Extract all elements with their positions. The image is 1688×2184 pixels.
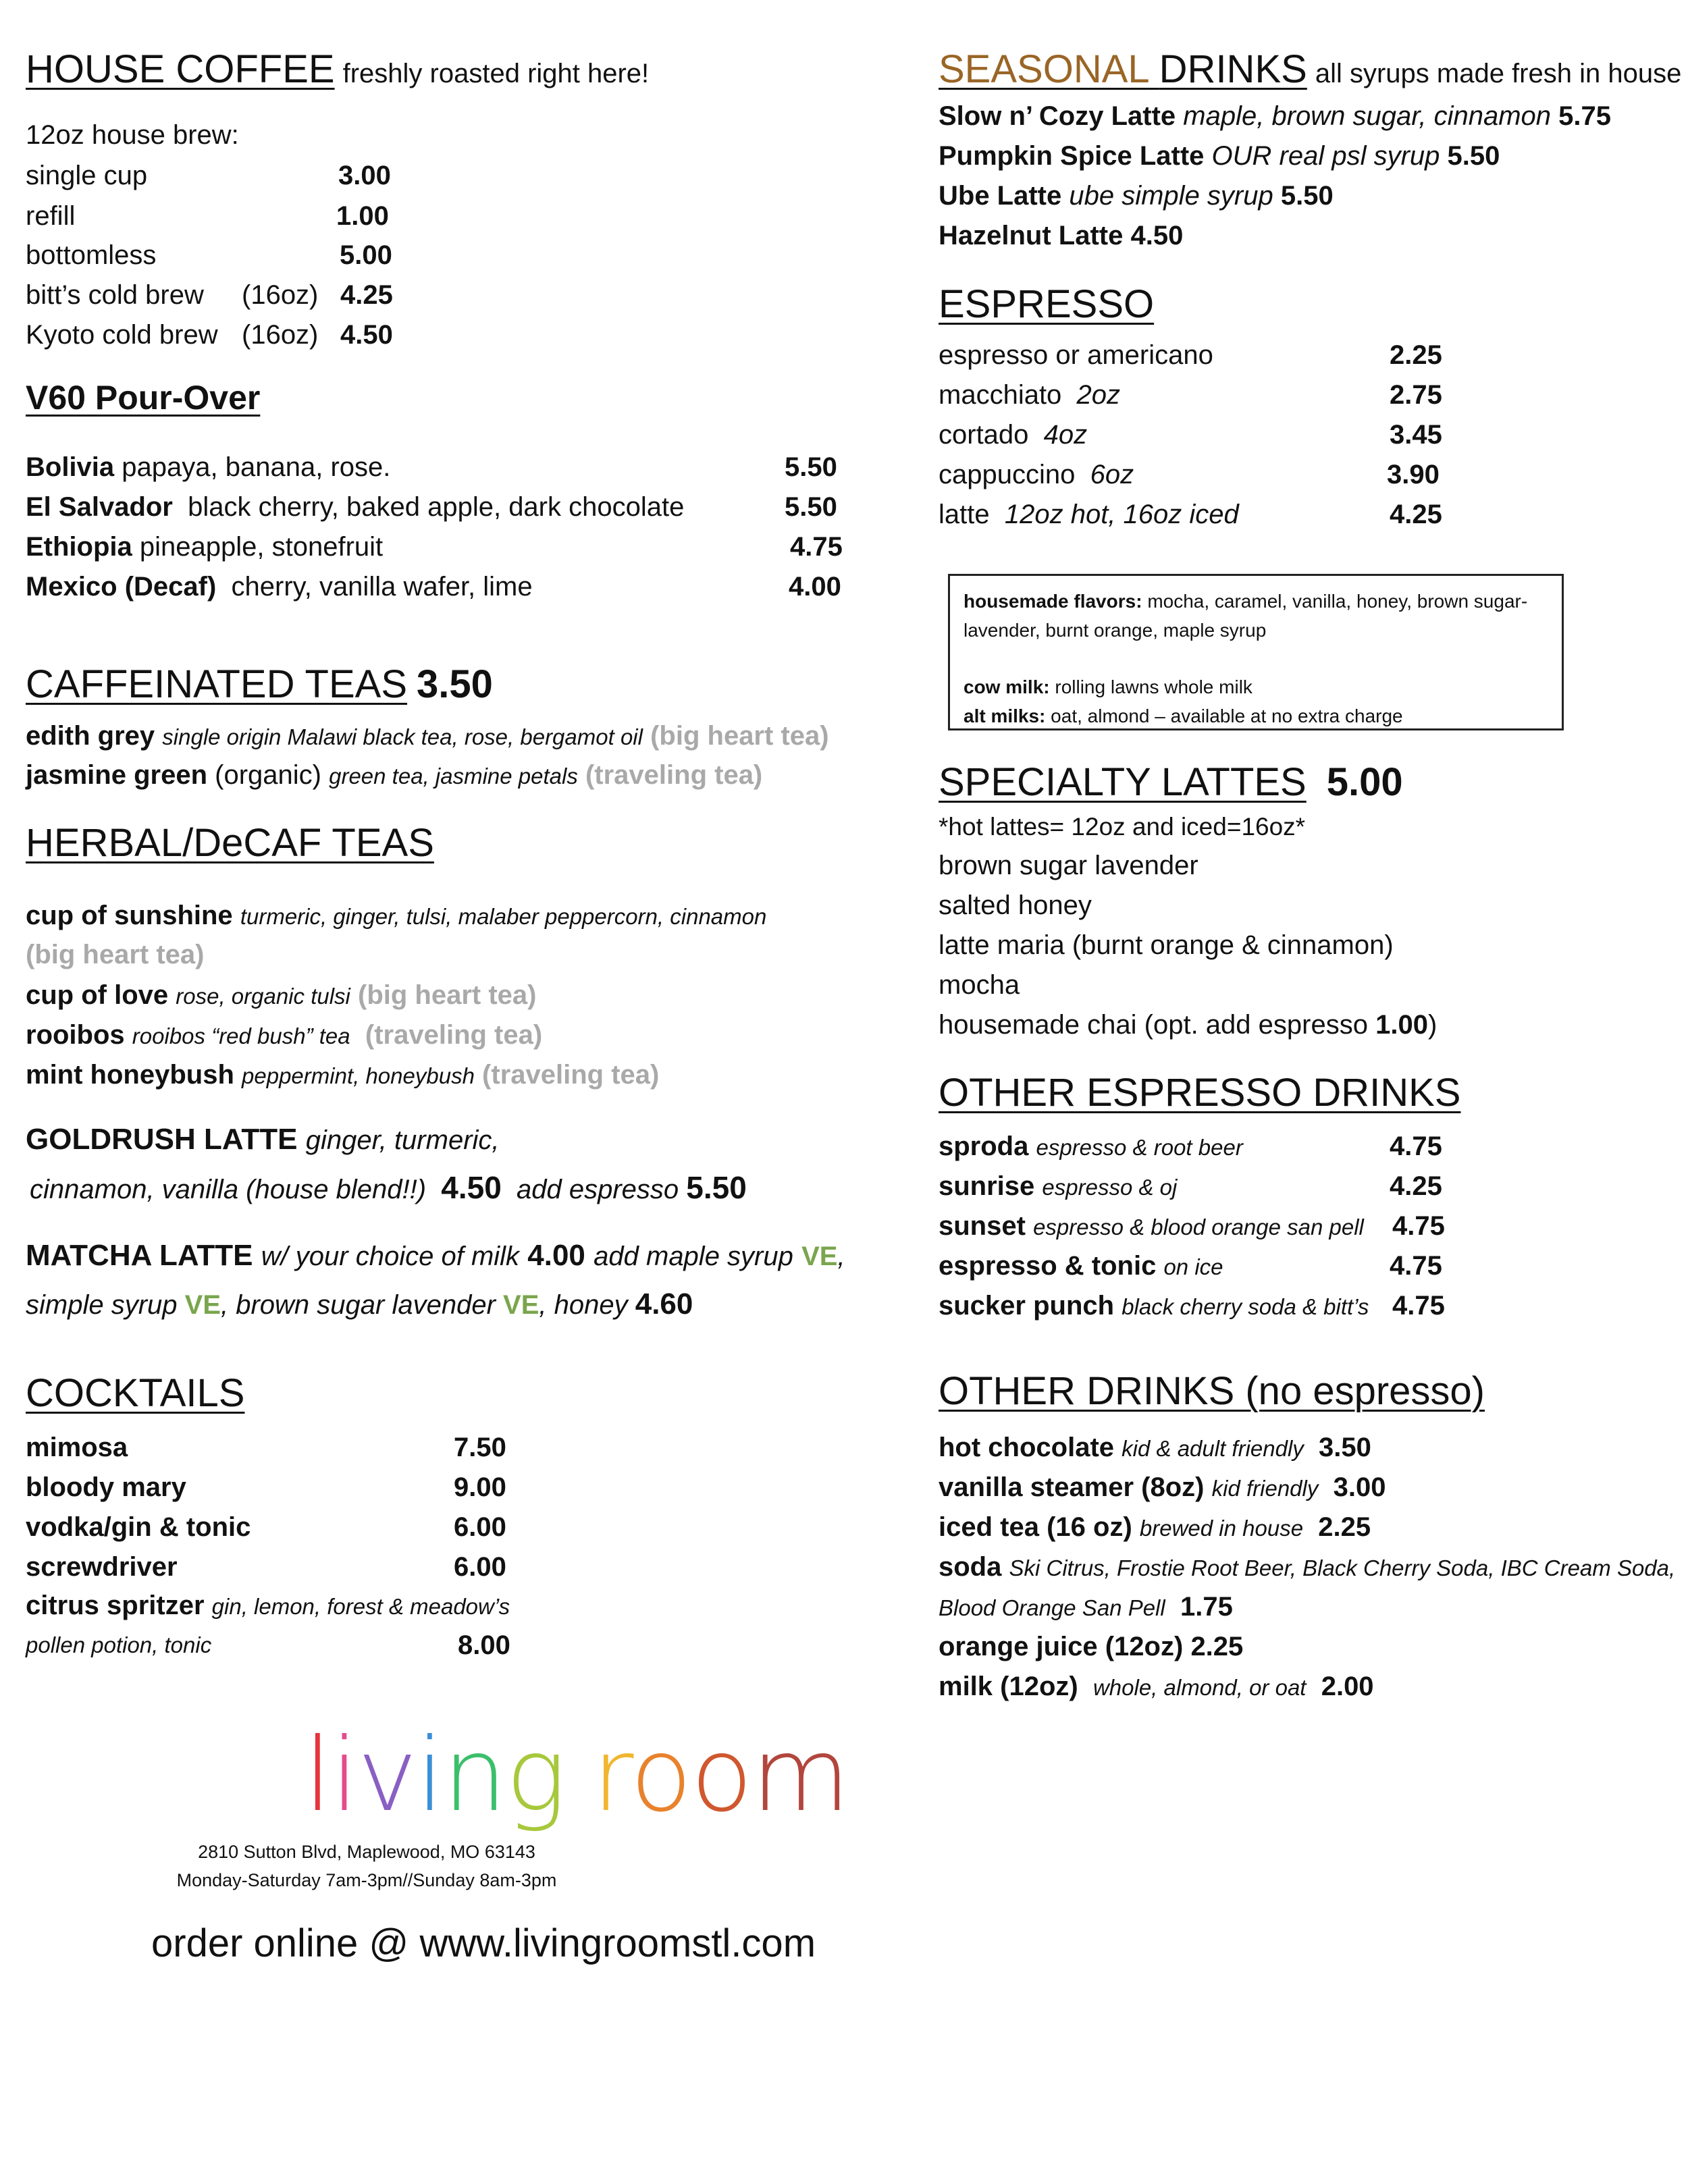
- item-price: 3.00: [1333, 1472, 1386, 1502]
- goldrush-latte-line2: [30, 1172, 747, 1203]
- cow-milk-label: cow milk:: [964, 676, 1050, 697]
- flavors-line: [964, 587, 1548, 645]
- item-name: MATCHA LATTE: [26, 1239, 253, 1272]
- paren-close: ): [1427, 1010, 1438, 1040]
- item-price: 2.25: [1190, 1632, 1244, 1661]
- item-price: 3.50: [1319, 1433, 1371, 1462]
- seasonal-section: [939, 47, 1682, 91]
- addon-price: 5.50: [686, 1170, 747, 1205]
- item-price: 2.25: [1318, 1512, 1371, 1542]
- item-size: 4oz: [1043, 420, 1088, 450]
- section-title: DRINKS: [1159, 47, 1307, 91]
- order-online: [151, 1921, 816, 1965]
- vegan-badge: VE: [801, 1242, 838, 1271]
- item-size: 2oz: [1076, 380, 1121, 410]
- tea-item: [26, 1061, 659, 1088]
- item-price: 4.50: [340, 320, 393, 350]
- item-name: rooibos: [26, 1020, 125, 1050]
- specialty-item: latte maria (burnt orange & cinnamon): [939, 930, 1394, 960]
- item-desc: Ski Citrus, Frostie Root Beer, Black Cherry Soda, IBC Cream Soda,: [1009, 1555, 1676, 1580]
- drink-item: [939, 1514, 1371, 1541]
- item-desc: papaya, banana, rose.: [122, 452, 391, 482]
- item-name: jasmine green: [26, 760, 208, 790]
- logo-word-living: [304, 1717, 565, 1834]
- other-drinks-heading: OTHER DRINKS (no espresso): [939, 1369, 1485, 1413]
- item-size: 6oz: [1090, 460, 1134, 489]
- espresso-drink-item: [939, 1213, 1364, 1240]
- specialty-item: brown sugar lavender: [939, 851, 1198, 880]
- item-desc: espresso & oj: [1042, 1175, 1178, 1200]
- section-subtitle: freshly roasted right here!: [342, 59, 650, 88]
- espresso-section: [939, 282, 1155, 326]
- section-title-accent: SEASONAL: [939, 47, 1149, 91]
- item-name: Ube Latte: [939, 181, 1062, 211]
- hours: Monday-Saturday 7am-3pm//Sunday 8am-3pm: [176, 1870, 557, 1890]
- section-subtitle: all syrups made fresh in house: [1315, 59, 1682, 88]
- addon-price: 4.60: [635, 1287, 693, 1321]
- herbal-teas-heading: HERBAL/DeCAF TEAS: [26, 821, 434, 865]
- espresso-item: [939, 421, 1087, 448]
- item-desc: black cherry, baked apple, dark chocolate: [188, 492, 685, 522]
- logo-letter: g: [505, 1717, 565, 1834]
- house-brew-intro: 12oz house brew:: [26, 120, 239, 150]
- item-price: 6.00: [454, 1512, 506, 1542]
- cocktails-section: [26, 1371, 245, 1415]
- item-name: cappuccino: [939, 460, 1076, 489]
- item-name: Bolivia: [26, 452, 115, 482]
- tea-item: [26, 902, 766, 929]
- item-price: 4.75: [1392, 1291, 1445, 1321]
- item-desc: rooibos “red bush” tea: [132, 1023, 350, 1048]
- section-title: CAFFEINATED TEAS: [26, 662, 408, 706]
- flavors-list: mocha, caramel, vanilla, honey, brown sugar-lavender, burnt orange, maple syrup: [964, 591, 1528, 641]
- item-desc: single origin Malawi black tea, rose, bergamot oil: [162, 724, 643, 749]
- item-name: Slow n’ Cozy Latte: [939, 101, 1176, 131]
- espresso-drink-item: [939, 1292, 1369, 1319]
- item-name: hot chocolate: [939, 1433, 1115, 1462]
- item-price: 2.75: [1390, 380, 1442, 410]
- tea-item: [26, 982, 537, 1009]
- logo-letter: r: [591, 1717, 631, 1834]
- item-desc: espresso & root beer: [1036, 1135, 1243, 1160]
- menu-item: [26, 321, 218, 348]
- item-name: espresso & tonic: [939, 1251, 1157, 1281]
- caffeinated-teas-heading: [26, 662, 493, 706]
- item-name: citrus spritzer: [26, 1591, 205, 1620]
- tea-item: [26, 722, 829, 749]
- item-price: 4.75: [1390, 1251, 1442, 1281]
- specialty-lattes-section: [939, 760, 1403, 804]
- menu-item: [26, 162, 147, 189]
- espresso-heading: ESPRESSO: [939, 282, 1155, 326]
- seasonal-item: [939, 103, 1611, 130]
- tea-brand: (traveling tea): [365, 1020, 543, 1050]
- item-price: 4.25: [340, 280, 393, 310]
- item-price: 4.75: [790, 532, 843, 562]
- logo-letter: l: [304, 1717, 331, 1834]
- specialty-item-chai: [939, 1011, 1437, 1038]
- tea-brand: (traveling tea): [585, 760, 763, 790]
- item-price: 4.25: [1390, 1171, 1442, 1201]
- espresso-item: [939, 381, 1120, 408]
- house-coffee-section: [26, 47, 650, 91]
- matcha-latte-line2: simple syrup VE, brown sugar lavender VE, honey 4.60: [26, 1287, 693, 1321]
- menu-item: [26, 242, 156, 269]
- espresso-item: [939, 461, 1134, 488]
- item-name: housemade chai (opt. add espresso: [939, 1010, 1368, 1040]
- item-name: milk (12oz): [939, 1672, 1078, 1701]
- addon-label: brown sugar lavender: [236, 1290, 496, 1320]
- tea-item: [26, 1021, 542, 1048]
- logo-letter: m: [751, 1717, 849, 1834]
- order-prefix: order online @: [151, 1921, 409, 1965]
- logo-letter: i: [416, 1717, 443, 1834]
- menu-item: [26, 282, 204, 309]
- item-desc: Blood Orange San Pell: [939, 1595, 1165, 1620]
- flavors-label: housemade flavors:: [964, 591, 1142, 612]
- drink-item: [939, 1673, 1374, 1700]
- specialty-item: mocha: [939, 970, 1020, 1000]
- cow-milk-line: [964, 672, 1548, 701]
- item-name: refill: [26, 201, 76, 231]
- logo-word-room: [592, 1717, 849, 1834]
- vegan-badge: VE: [184, 1290, 221, 1320]
- seasonal-item: [939, 142, 1500, 169]
- item-desc: turmeric, ginger, tulsi, malaber peppercorn, cinnamon: [240, 904, 767, 929]
- item-name: iced tea (16 oz): [939, 1512, 1132, 1542]
- item-name: espresso or americano: [939, 340, 1213, 370]
- espresso-drink-item: [939, 1133, 1243, 1160]
- item-name: GOLDRUSH LATTE: [26, 1123, 298, 1156]
- item-name: Ethiopia: [26, 532, 132, 562]
- item-name: vanilla steamer (8oz): [939, 1472, 1205, 1502]
- item-price: 4.25: [1390, 500, 1442, 529]
- drink-item: [939, 1434, 1371, 1461]
- item-name: cortado: [939, 420, 1029, 450]
- item-price: 4.00: [789, 572, 841, 602]
- menu-item: [26, 203, 75, 230]
- item-name: sucker punch: [939, 1291, 1115, 1321]
- item-size: (16oz): [242, 280, 319, 310]
- pour-over-heading: V60 Pour-Over: [26, 379, 261, 417]
- item-desc: gin, lemon, forest & meadow’s: [211, 1594, 510, 1619]
- flavors-milk-info-box: [948, 574, 1564, 730]
- menu-item: [26, 533, 383, 560]
- seasonal-item: [939, 182, 1334, 209]
- item-price: 5.50: [1280, 181, 1334, 211]
- section-price: 5.00: [1326, 760, 1403, 804]
- tea-brand: (big heart tea): [650, 721, 829, 751]
- item-size: 12oz hot, 16oz iced: [1004, 500, 1239, 529]
- order-url-link[interactable]: www.livingroomstl.com: [419, 1921, 816, 1965]
- logo-letter: o: [630, 1717, 691, 1834]
- item-price: 5.50: [785, 452, 837, 482]
- item-name: Kyoto cold brew: [26, 320, 218, 350]
- item-price: 5.75: [1558, 101, 1612, 131]
- item-desc: black cherry soda & bitt’s: [1122, 1294, 1369, 1319]
- specialty-lattes-heading: [939, 760, 1403, 804]
- drink-item: [939, 1633, 1243, 1660]
- item-name: sunset: [939, 1211, 1026, 1241]
- item-name: macchiato: [939, 380, 1062, 410]
- espresso-drink-item: [939, 1252, 1223, 1279]
- item-price: 4.00: [527, 1239, 585, 1272]
- caffeinated-teas-section: [26, 662, 493, 706]
- item-desc: kid friendly: [1211, 1476, 1319, 1501]
- seasonal-item: [939, 222, 1183, 249]
- item-price: 3.00: [338, 161, 391, 190]
- item-desc: maple, brown sugar, cinnamon: [1183, 101, 1552, 131]
- item-desc: w/ your choice of milk: [261, 1242, 520, 1271]
- specialty-note: *hot lattes= 12oz and iced=16oz*: [939, 813, 1306, 841]
- item-desc: OUR real psl syrup: [1211, 141, 1440, 171]
- item-price: 5.00: [340, 240, 392, 270]
- goldrush-latte: [26, 1125, 500, 1154]
- cocktail-item: mimosa: [26, 1433, 128, 1462]
- item-price: 1.00: [336, 201, 389, 231]
- address: 2810 Sutton Blvd, Maplewood, MO 63143: [198, 1842, 535, 1862]
- item-desc: whole, almond, or oat: [1092, 1675, 1307, 1700]
- item-price: 1.00: [1375, 1010, 1428, 1040]
- section-title: HOUSE COFFEE: [26, 47, 335, 91]
- item-desc: rose, organic tulsi: [176, 984, 350, 1009]
- vegan-badge: VE: [503, 1290, 539, 1320]
- other-drinks-section: [939, 1369, 1485, 1413]
- alt-milk-value: oat, almond – available at no extra charge: [1051, 705, 1403, 727]
- cocktail-item: vodka/gin & tonic: [26, 1512, 251, 1542]
- item-price: 4.50: [441, 1170, 502, 1205]
- item-price: 6.00: [454, 1552, 506, 1582]
- herbal-teas-section: [26, 821, 434, 865]
- item-price: 4.75: [1390, 1131, 1442, 1161]
- specialty-item: salted honey: [939, 890, 1092, 920]
- item-name: orange juice (12oz): [939, 1632, 1184, 1661]
- item-desc: peppermint, honeybush: [242, 1063, 475, 1088]
- menu-item: [26, 494, 684, 521]
- item-price: 7.50: [454, 1433, 506, 1462]
- item-price: 2.00: [1321, 1672, 1374, 1701]
- alt-milk-label: alt milks:: [964, 705, 1046, 727]
- item-price: 4.75: [1392, 1211, 1445, 1241]
- espresso-item: [939, 342, 1213, 369]
- cocktail-item: [26, 1592, 510, 1619]
- item-name: cup of love: [26, 980, 169, 1010]
- logo-letter: n: [442, 1717, 506, 1834]
- item-price: 5.50: [1447, 141, 1500, 171]
- logo-letter: i: [330, 1717, 358, 1834]
- item-desc: pollen potion, tonic: [26, 1632, 212, 1657]
- cocktail-item: bloody mary: [26, 1472, 186, 1502]
- item-desc: brewed in house: [1139, 1516, 1304, 1541]
- matcha-latte: MATCHA LATTE w/ your choice of milk 4.00 add maple syrup VE,: [26, 1239, 845, 1272]
- item-name: soda: [939, 1552, 1002, 1582]
- item-name: cup of sunshine: [26, 901, 233, 930]
- other-espresso-section: [939, 1073, 1460, 1113]
- drink-item: [939, 1474, 1386, 1501]
- item-desc: on ice: [1163, 1254, 1223, 1279]
- alt-milk-line: [964, 701, 1548, 730]
- logo-letter: o: [691, 1717, 751, 1834]
- item-name: sunrise: [939, 1171, 1035, 1201]
- item-desc: ginger, turmeric,: [305, 1125, 500, 1155]
- item-name: latte: [939, 500, 990, 529]
- drink-item-soda: [939, 1553, 1675, 1580]
- item-price: 4.50: [1130, 221, 1184, 250]
- drink-item-soda-line2: [939, 1593, 1233, 1620]
- item-desc: green tea, jasmine petals: [329, 764, 578, 789]
- item-name: bottomless: [26, 240, 157, 270]
- living-room-logo: [304, 1717, 849, 1834]
- tea-brand: (big heart tea): [358, 980, 537, 1010]
- other-espresso-heading: OTHER ESPRESSO DRINKS: [939, 1071, 1461, 1115]
- addon-label: simple syrup: [26, 1290, 178, 1320]
- tea-brand: (big heart tea): [26, 940, 205, 969]
- item-price: 2.25: [1390, 340, 1442, 370]
- menu-item: [26, 573, 533, 600]
- item-desc: espresso & blood orange san pell: [1033, 1215, 1364, 1240]
- addon-label: honey: [554, 1290, 628, 1320]
- espresso-drink-item: [939, 1173, 1177, 1200]
- menu-item: [26, 454, 390, 481]
- item-name: mint honeybush: [26, 1060, 234, 1090]
- espresso-item: [939, 501, 1239, 528]
- cocktail-item: screwdriver: [26, 1552, 178, 1582]
- cocktails-heading: COCKTAILS: [26, 1371, 245, 1415]
- house-coffee-heading: [26, 47, 650, 91]
- item-name: Mexico (Decaf): [26, 572, 217, 602]
- item-name: El Salvador: [26, 492, 173, 522]
- section-title: SPECIALTY LATTES: [939, 760, 1307, 804]
- item-desc: kid & adult friendly: [1122, 1436, 1304, 1461]
- item-name: edith grey: [26, 721, 155, 751]
- item-price: 8.00: [458, 1630, 510, 1660]
- item-desc: cherry, vanilla wafer, lime: [231, 572, 533, 602]
- cow-milk-value: rolling lawns whole milk: [1055, 676, 1252, 697]
- item-price: 5.50: [785, 492, 837, 522]
- item-price: 3.45: [1390, 420, 1442, 450]
- item-name: Pumpkin Spice Latte: [939, 141, 1205, 171]
- addon-label: add maple syrup: [594, 1242, 793, 1271]
- item-extra: (organic): [215, 760, 321, 790]
- addon-label: add espresso: [517, 1175, 679, 1204]
- seasonal-heading: [939, 47, 1682, 91]
- item-price: 9.00: [454, 1472, 506, 1502]
- item-desc: pineapple, stonefruit: [139, 532, 384, 562]
- section-price: 3.50: [417, 662, 493, 706]
- item-name: bitt’s cold brew: [26, 280, 204, 310]
- item-desc: cinnamon, vanilla (house blend!!): [30, 1175, 427, 1204]
- item-name: Hazelnut Latte: [939, 221, 1124, 250]
- tea-brand: (traveling tea): [482, 1060, 660, 1090]
- item-price: 1.75: [1180, 1592, 1233, 1622]
- tea-item: [26, 762, 762, 789]
- item-name: single cup: [26, 161, 148, 190]
- logo-letter: v: [357, 1717, 417, 1834]
- item-desc: ube simple syrup: [1069, 181, 1273, 211]
- item-name: sproda: [939, 1131, 1029, 1161]
- item-size: (16oz): [242, 320, 319, 350]
- item-price: 3.90: [1387, 460, 1440, 489]
